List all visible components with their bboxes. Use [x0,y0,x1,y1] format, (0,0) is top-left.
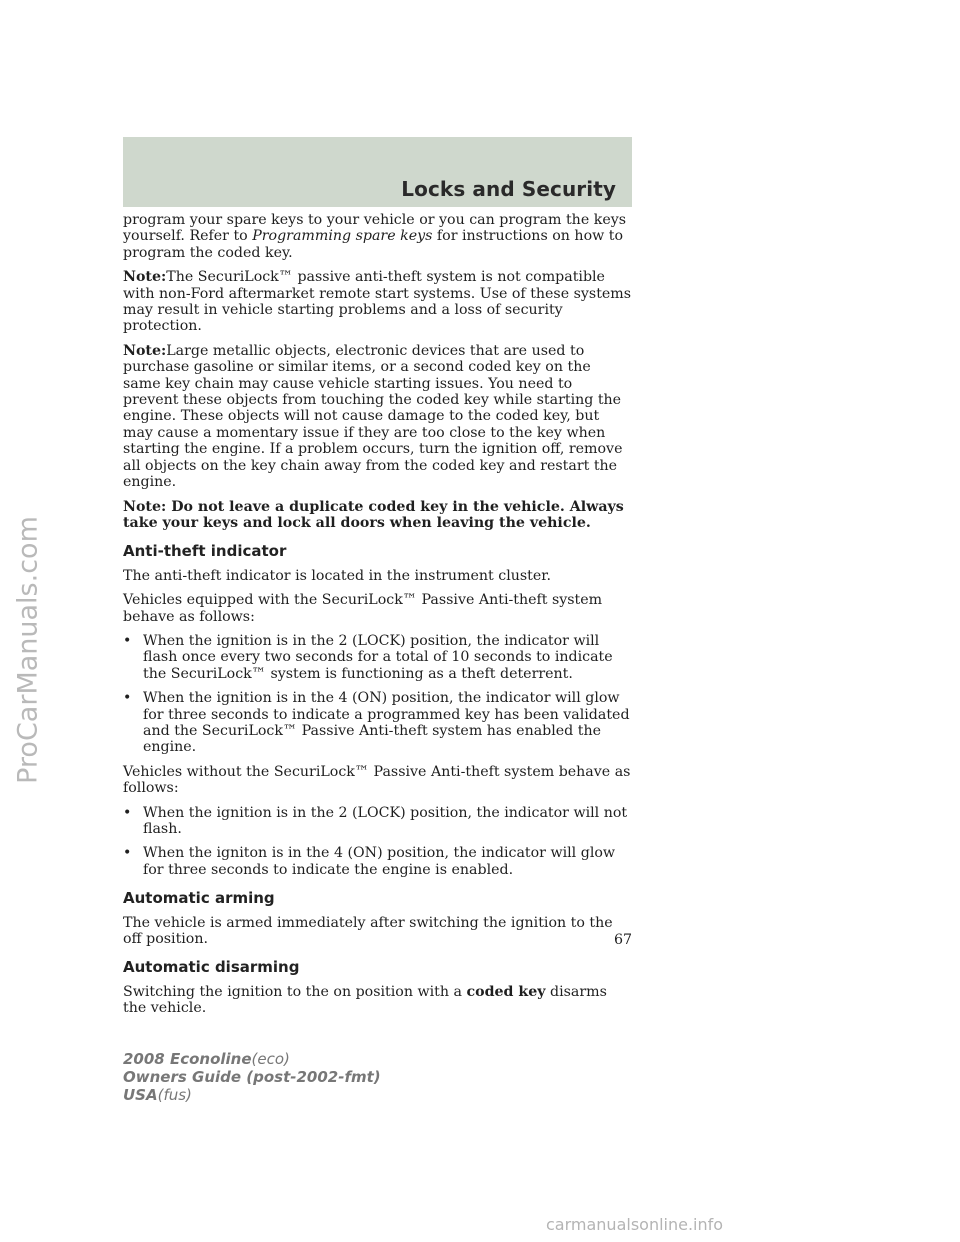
intro-paragraph: program your spare keys to your vehicle or you can program the keys yourself. Refer to Programming spare keys for instructions on how to program the coded key. [123,212,627,261]
footer-line-model: 2008 Econoline(eco) [123,1050,290,1068]
without-bullet-list [123,805,632,879]
section-header-band [123,137,632,207]
note-metallic-objects: Note:Large metallic objects, electronic devices that are used to purchase gasoline or similar items, or a second coded key on the same key chain may cause vehicle starting issues. You need to prevent these objects from touching the coded key while starting the engine. These objects will not cause damage to the coded key, but may cause a momentary issue if they are too close to the key when starting the engine. If a problem occurs, turn the ignition off, remove all objects on the key chain away from the coded key and restart the engine. [123,342,623,491]
document-footer [123,1050,381,1104]
programming-spare-keys-reference: Programming spare keys [252,228,433,245]
bottom-watermark: carmanualsonline.info [546,1215,724,1234]
heading-automatic-arming: Automatic arming [123,889,275,908]
bullet-icon: • [123,690,132,707]
bullet-icon: • [123,804,132,821]
note-duplicate-key: Note: Do not leave a duplicate coded key in the vehicle. Always take your keys and lock all doors when leaving the vehicle. [123,498,624,531]
without-intro: Vehicles without the SecuriLock™ Passive Anti-theft system behave as follows: [123,763,631,797]
side-watermark: ProCarManuals.com [12,516,44,784]
note-remote-start: Note:The SecuriLock™ passive anti-theft system is not compatible with non-Ford aftermarket remote start systems. Use of these systems may result in vehicle starting problems and a loss of security protection. [123,269,632,335]
arming-text: The vehicle is armed immediately after switching the ignition to the off position. [123,914,613,948]
bullet-icon: • [123,632,132,649]
equipped-intro: Vehicles equipped with the SecuriLock™ Passive Anti-theft system behave as follows: [123,592,603,625]
page-content [123,212,632,1025]
bullet-icon: • [123,845,132,862]
disarming-text: Switching the ignition to the on position with a coded key disarms the vehicle. [123,983,607,1017]
heading-anti-theft-indicator: Anti-theft indicator [123,542,287,561]
anti-theft-intro: The anti-theft indicator is located in the instrument cluster. [123,567,551,584]
list-item: • When the igniton is in the 4 (ON) position, the indicator will glow for three seconds to indicate the engine is enabled. [123,845,616,878]
list-item: • When the ignition is in the 2 (LOCK) position, the indicator will not flash. [123,804,628,837]
section-title: Locks and Security [401,177,616,201]
list-item: • When the ignition is in the 4 (ON) position, the indicator will glow for three seconds to indicate a programmed key has been validated and the SecuriLock™ Passive Anti-theft system has enabled the engine. [123,690,630,756]
heading-automatic-disarming: Automatic disarming [123,958,300,977]
page-number: 67 [613,932,632,948]
footer-line-guide: Owners Guide (post-2002-fmt) [123,1068,381,1086]
list-item: • When the ignition is in the 2 (LOCK) position, the indicator will flash once every two seconds for a total of 10 seconds to indicate the SecuriLock™ system is functioning as a theft deterrent. [123,632,613,682]
equipped-bullet-list [123,633,632,756]
footer-line-market: USA(fus) [123,1086,192,1104]
